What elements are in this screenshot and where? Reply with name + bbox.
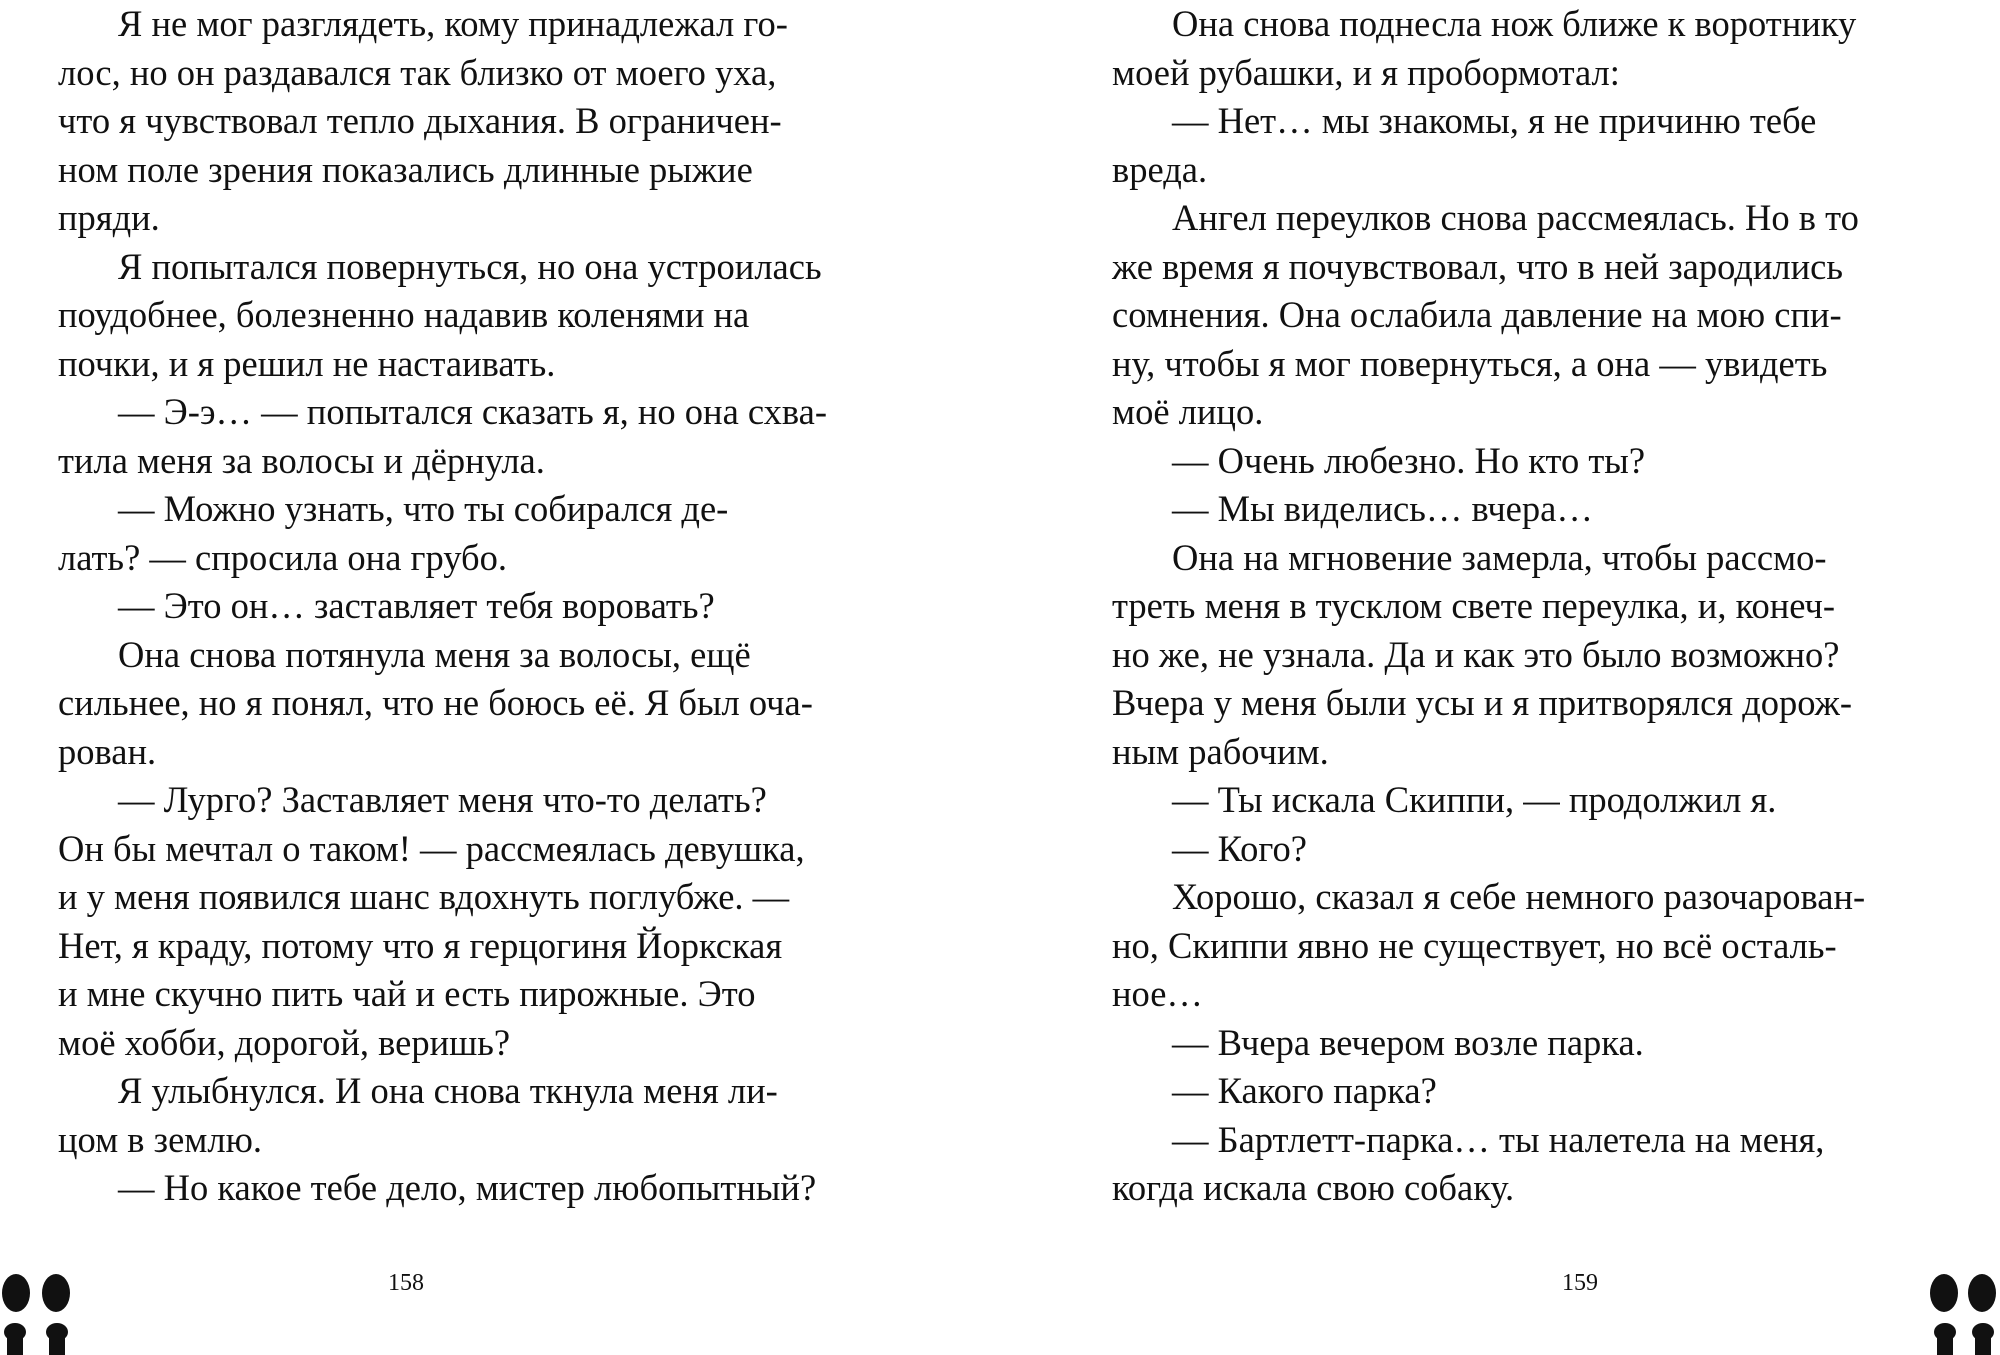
text-line: — Вчера вечером возле парка. (1172, 1021, 1644, 1063)
text-line: Ангел переулков снова рассмеялась. Но в то (1172, 197, 1859, 238)
left-page-text (58, 0, 888, 1213)
text-line: моей рубашки, и я пробормотал: (1112, 51, 1620, 93)
text-line: же время я почувствовал, что в ней зародились (1112, 245, 1843, 287)
text-line: что я чувствовал тепло дыхания. В ограничен- (58, 100, 782, 141)
page-number-left: 158 (388, 1270, 424, 1296)
text-line: — Бартлетт-парка… ты налетела на меня, (1172, 1118, 1825, 1160)
text-line: — Можно узнать, что ты собирался де- (118, 488, 729, 529)
text-line: Она снова потянула меня за волосы, ещё (118, 633, 751, 675)
text-line: Он бы мечтал о таком! — рассмеялась девушка, (58, 827, 805, 869)
text-line: лать? — спросила она грубо. (58, 536, 507, 578)
text-line: сомнения. Она ослабила давление на мою спи- (1112, 294, 1842, 335)
text-line: ном поле зрения показались длинные рыжие (58, 148, 753, 190)
text-line: тила меня за волосы и дёрнула. (58, 439, 545, 481)
text-line: — Очень любезно. Но кто ты? (1172, 439, 1646, 481)
text-line: Я не мог разглядеть, кому принадлежал го- (118, 3, 788, 44)
footprints-icon (0, 1272, 76, 1355)
text-line: лос, но он раздавался так близко от моего уха, (58, 51, 777, 93)
text-line: моё лицо. (1112, 391, 1264, 432)
text-line: почки, и я решил не настаивать. (58, 342, 556, 384)
text-line: пряди. (58, 197, 160, 238)
text-line: и у меня появился шанс вдохнуть поглубже. — (58, 876, 790, 917)
text-line: — Мы виделись… вчера… (1172, 488, 1593, 529)
text-line: цом в землю. (58, 1118, 262, 1160)
footprints-icon (1924, 1272, 2000, 1355)
text-line: Нет, я краду, потому что я герцогиня Йоркская (58, 924, 783, 966)
text-line: вреда. (1112, 148, 1208, 190)
text-line: но, Скиппи явно не существует, но всё осталь- (1112, 924, 1837, 966)
text-line: — Кого? (1172, 827, 1307, 869)
text-line: Вчера у меня были усы и я притворялся дорож- (1112, 682, 1852, 723)
text-line: моё хобби, дорогой, веришь? (58, 1021, 511, 1063)
text-line: — Нет… мы знакомы, я не причиню тебе (1172, 100, 1817, 141)
text-line: Я попытался повернуться, но она устроилась (118, 245, 822, 287)
text-line: — Какого парка? (1172, 1070, 1437, 1111)
text-line: Она снова поднесла нож ближе к воротнику (1172, 3, 1857, 44)
text-line: сильнее, но я понял, что не боюсь её. Я был оча- (58, 682, 813, 723)
text-line: ным рабочим. (1112, 730, 1329, 772)
text-line: — Лурго? Заставляет меня что-то делать? (118, 779, 767, 820)
text-line: когда искала свою собаку. (1112, 1167, 1515, 1208)
text-line: Хорошо, сказал я себе немного разочарован- (1172, 876, 1866, 917)
text-line: ное… (1112, 973, 1203, 1014)
text-line: ну, чтобы я мог повернуться, а она — увидеть (1112, 342, 1828, 384)
text-line: рован. (58, 730, 157, 772)
right-page-text (1112, 0, 1942, 1213)
text-line: но же, не узнала. Да и как это было возможно? (1112, 633, 1840, 675)
text-line: Она на мгновение замерла, чтобы рассмо- (1172, 536, 1827, 578)
text-line: и мне скучно пить чай и есть пирожные. Это (58, 973, 756, 1014)
text-line: — Э-э… — попытался сказать я, но она схва- (118, 391, 827, 432)
text-line: Я улыбнулся. И она снова ткнула меня ли- (118, 1070, 778, 1111)
text-line: — Это он… заставляет тебя воровать? (118, 585, 715, 626)
text-line: — Но какое тебе дело, мистер любопытный? (118, 1167, 817, 1208)
text-line: треть меня в тусклом свете переулка, и, конеч- (1112, 585, 1836, 626)
text-line: — Ты искала Скиппи, — продолжил я. (1172, 779, 1777, 820)
text-line: поудобнее, болезненно надавив коленями на (58, 294, 750, 335)
page-number-right: 159 (1562, 1270, 1598, 1296)
